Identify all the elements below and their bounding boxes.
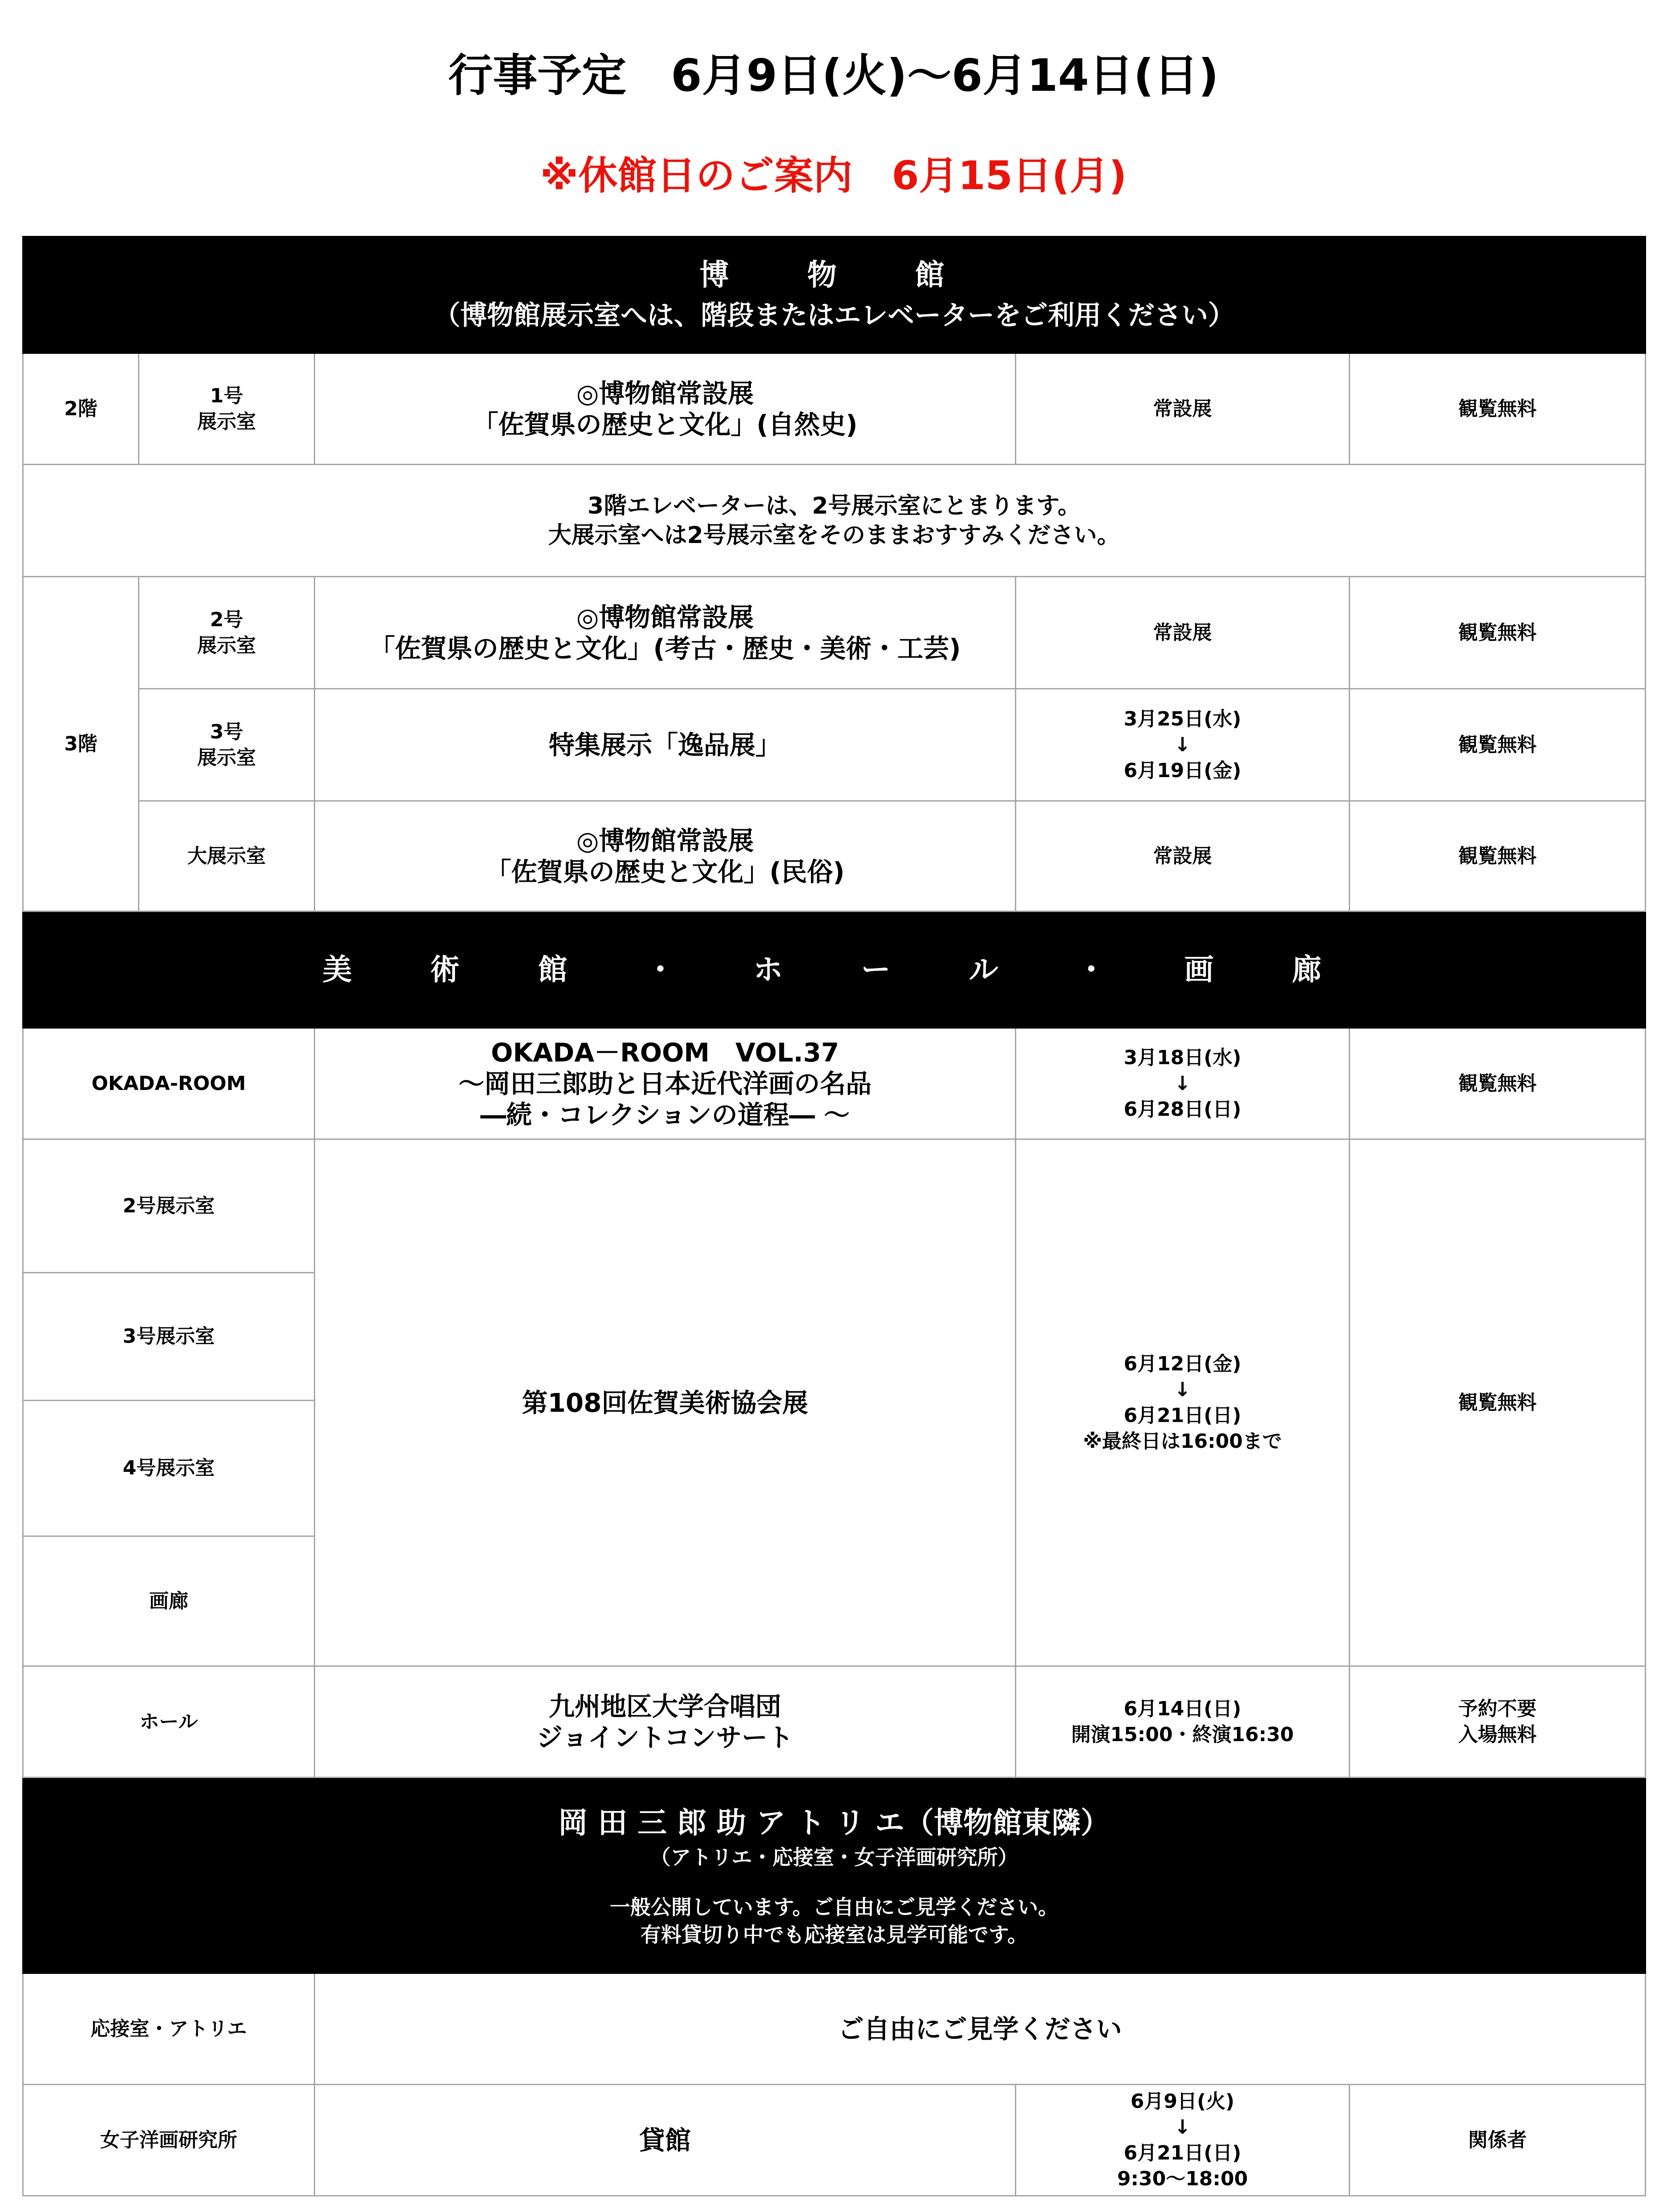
table-row <box>23 2085 1646 2196</box>
museum-subheading: （博物館展示室へは、階段またはエレベーターをご利用ください） <box>434 300 1235 331</box>
exhibit-title: 第108回佐賀美術協会展 <box>315 1139 1016 1666</box>
exhibit-period: 6月9日(火) ↓ 6月21日(日) 9:30～18:00 <box>1016 2085 1350 2196</box>
exhibit-period: 3月18日(水) ↓ 6月28日(日) <box>1016 1028 1350 1139</box>
room-label: 4号展示室 <box>23 1401 315 1536</box>
admission-label: 観覧無料 <box>1350 689 1646 801</box>
museum-heading: 博 物 館 <box>699 257 969 292</box>
page-title: 行事予定 6月9日(火)～6月14日(日) <box>448 49 1219 101</box>
exhibit-title: ◎博物館常設展 「佐賀県の歴史と文化」(自然史) <box>315 353 1016 465</box>
exhibit-title: 特集展示「逸品展」 <box>315 689 1016 801</box>
table-row <box>23 1139 1646 1273</box>
room-label: ホール <box>23 1666 315 1778</box>
exhibit-period: 3月25日(水) ↓ 6月19日(金) <box>1016 689 1350 801</box>
closure-notice: ※休館日のご案内 6月15日(月) <box>540 153 1127 199</box>
room-label: 応接室・アトリエ <box>23 1973 315 2085</box>
admission-label: 観覧無料 <box>1350 801 1646 912</box>
art-section-header <box>23 912 1646 1028</box>
table-row <box>23 353 1646 465</box>
admission-label: 観覧無料 <box>1350 577 1646 689</box>
exhibit-period: 常設展 <box>1016 801 1350 912</box>
atelier-note-line: 有料貸切り中でも応接室は見学可能です。 <box>640 1922 1028 1947</box>
exhibit-title: OKADA－ROOM VOL.37 ～岡田三郎助と日本近代洋画の名品 ―続・コレクションの道程― ～ <box>315 1028 1016 1139</box>
admission-label: 観覧無料 <box>1350 353 1646 465</box>
room-label: 女子洋画研究所 <box>23 2085 315 2196</box>
exhibit-title: 九州地区大学合唱団 ジョイントコンサート <box>315 1666 1016 1778</box>
exhibit-title: ◎博物館常設展 「佐賀県の歴史と文化」(民俗) <box>315 801 1016 912</box>
admission-label: 観覧無料 <box>1350 1139 1646 1666</box>
art-heading: 美 術 館 ・ ホ ー ル ・ 画 廊 <box>322 952 1346 987</box>
room-label: 3号展示室 <box>23 1273 315 1401</box>
atelier-heading: 岡 田 三 郎 助 ア ト リ エ（博物館東隣） <box>558 1805 1110 1840</box>
atelier-section-header <box>23 1778 1646 1973</box>
exhibit-period: 6月12日(金) ↓ 6月21日(日) ※最終日は16:00まで <box>1016 1139 1350 1666</box>
admission-label: 観覧無料 <box>1350 1028 1646 1139</box>
table-row <box>23 465 1646 577</box>
exhibit-title: 貸館 <box>315 2085 1016 2196</box>
floor-label: 2階 <box>23 353 139 465</box>
room-label: 大展示室 <box>139 801 315 912</box>
floor-label: 3階 <box>23 577 139 912</box>
room-label: 1号 展示室 <box>139 353 315 465</box>
exhibit-title: ご自由にご見学ください <box>315 1973 1646 2085</box>
room-label: OKADA-ROOM <box>23 1028 315 1139</box>
room-label: 3号 展示室 <box>139 689 315 801</box>
exhibit-period: 常設展 <box>1016 577 1350 689</box>
exhibit-title: ◎博物館常設展 「佐賀県の歴史と文化」(考古・歴史・美術・工芸) <box>315 577 1016 689</box>
atelier-subheading: （アトリエ・応接室・女子洋画研究所） <box>650 1845 1018 1869</box>
museum-section-header <box>23 237 1646 353</box>
table-row <box>23 1028 1646 1139</box>
table-row <box>23 1666 1646 1778</box>
room-label: 画廊 <box>23 1536 315 1666</box>
schedule-table <box>22 236 1646 2196</box>
table-row <box>23 801 1646 912</box>
exhibit-period: 常設展 <box>1016 353 1350 465</box>
table-row <box>23 577 1646 689</box>
table-row <box>23 1973 1646 2085</box>
room-label: 2号展示室 <box>23 1139 315 1273</box>
exhibit-period: 6月14日(日) 開演15:00・終演16:30 <box>1016 1666 1350 1778</box>
table-row <box>23 689 1646 801</box>
elevator-note: 3階エレベーターは、2号展示室にとまります。 大展示室へは2号展示室をそのままおすすみください。 <box>23 465 1646 577</box>
room-label: 2号 展示室 <box>139 577 315 689</box>
atelier-note-line: 一般公開しています。ご自由にご見学ください。 <box>609 1895 1059 1919</box>
admission-label: 関係者 <box>1350 2085 1646 2196</box>
admission-label: 予約不要 入場無料 <box>1350 1666 1646 1778</box>
